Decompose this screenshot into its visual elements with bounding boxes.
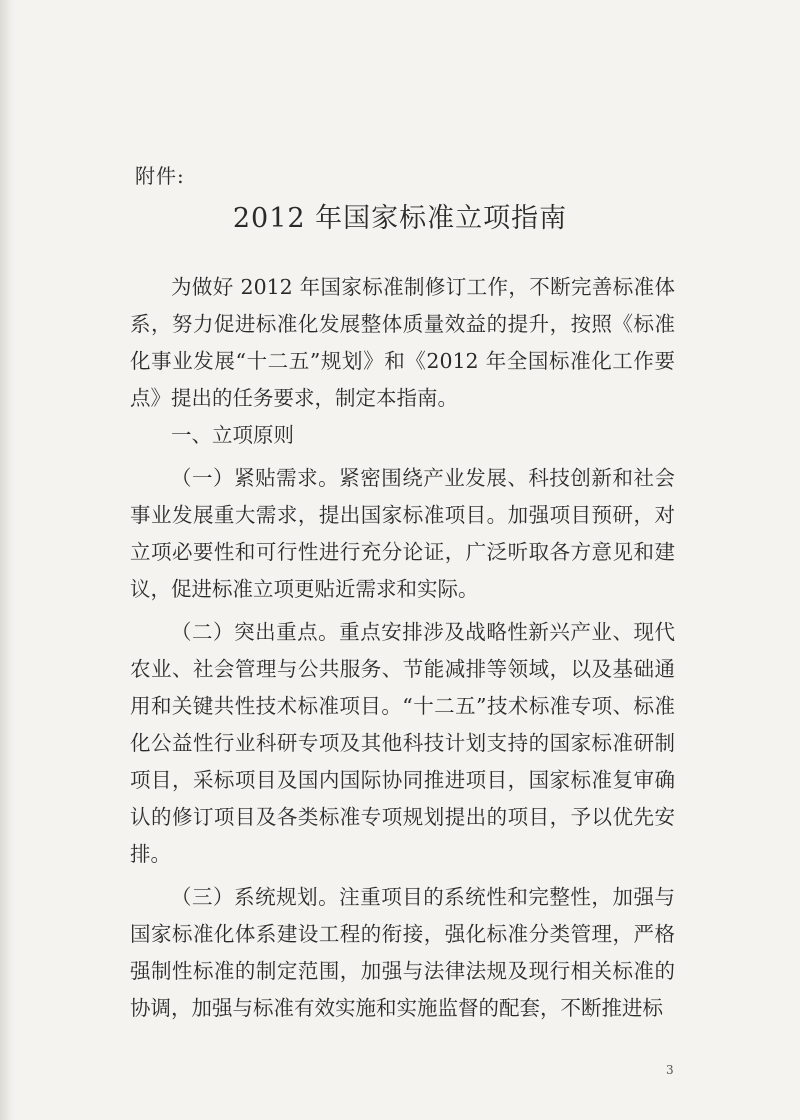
section-heading: 一、立项原则 xyxy=(171,423,294,447)
intro-paragraph: 为做好 2012 年国家标准制修订工作，不断完善标准体系，努力促进标准化发展整体质量效益的提升，按照《标准化事业发展“十二五”规划》和《2012 年全国标准化工作要点》提出的任务要求，制定本指南。 xyxy=(130,275,675,410)
attachment-label: 附件: xyxy=(135,164,185,188)
page-left-edge xyxy=(0,0,16,1120)
principle-paragraph-2: （二）突出重点。重点安排涉及战略性新兴产业、现代农业、社会管理与公共服务、节能减排等领域，以及基础通用和关键共性技术标准项目。“十二五”技术标准专项、标准化公益性行业科研专项及其他科技计划支持的国家标准研制项目，采标项目及国内国际协同推进项目，国家标准复审确认的修订项目及各类标准专项规划提出的项目，予以优先安排。 xyxy=(130,620,675,866)
document-title: 2012 年国家标准立项指南 xyxy=(232,203,568,234)
document-body xyxy=(130,269,675,1027)
page-number: 3 xyxy=(666,1063,674,1077)
principle-paragraph-1: （一）紧贴需求。紧密围绕产业发展、科技创新和社会事业发展重大需求，提出国家标准项目。加强项目预研，对立项必要性和可行性进行充分论证，广泛听取各方意见和建议，促进标准立项更贴近需求和实际。 xyxy=(130,466,675,601)
principle-paragraph-3: （三）系统规划。注重项目的系统性和完整性，加强与国家标准化体系建设工程的衔接，强化标准分类管理，严格强制性标准的制定范围，加强与法律法规及现行相关标准的协调，加强与标准有效实施和实施监督的配套，不断推进标 xyxy=(130,885,675,1020)
